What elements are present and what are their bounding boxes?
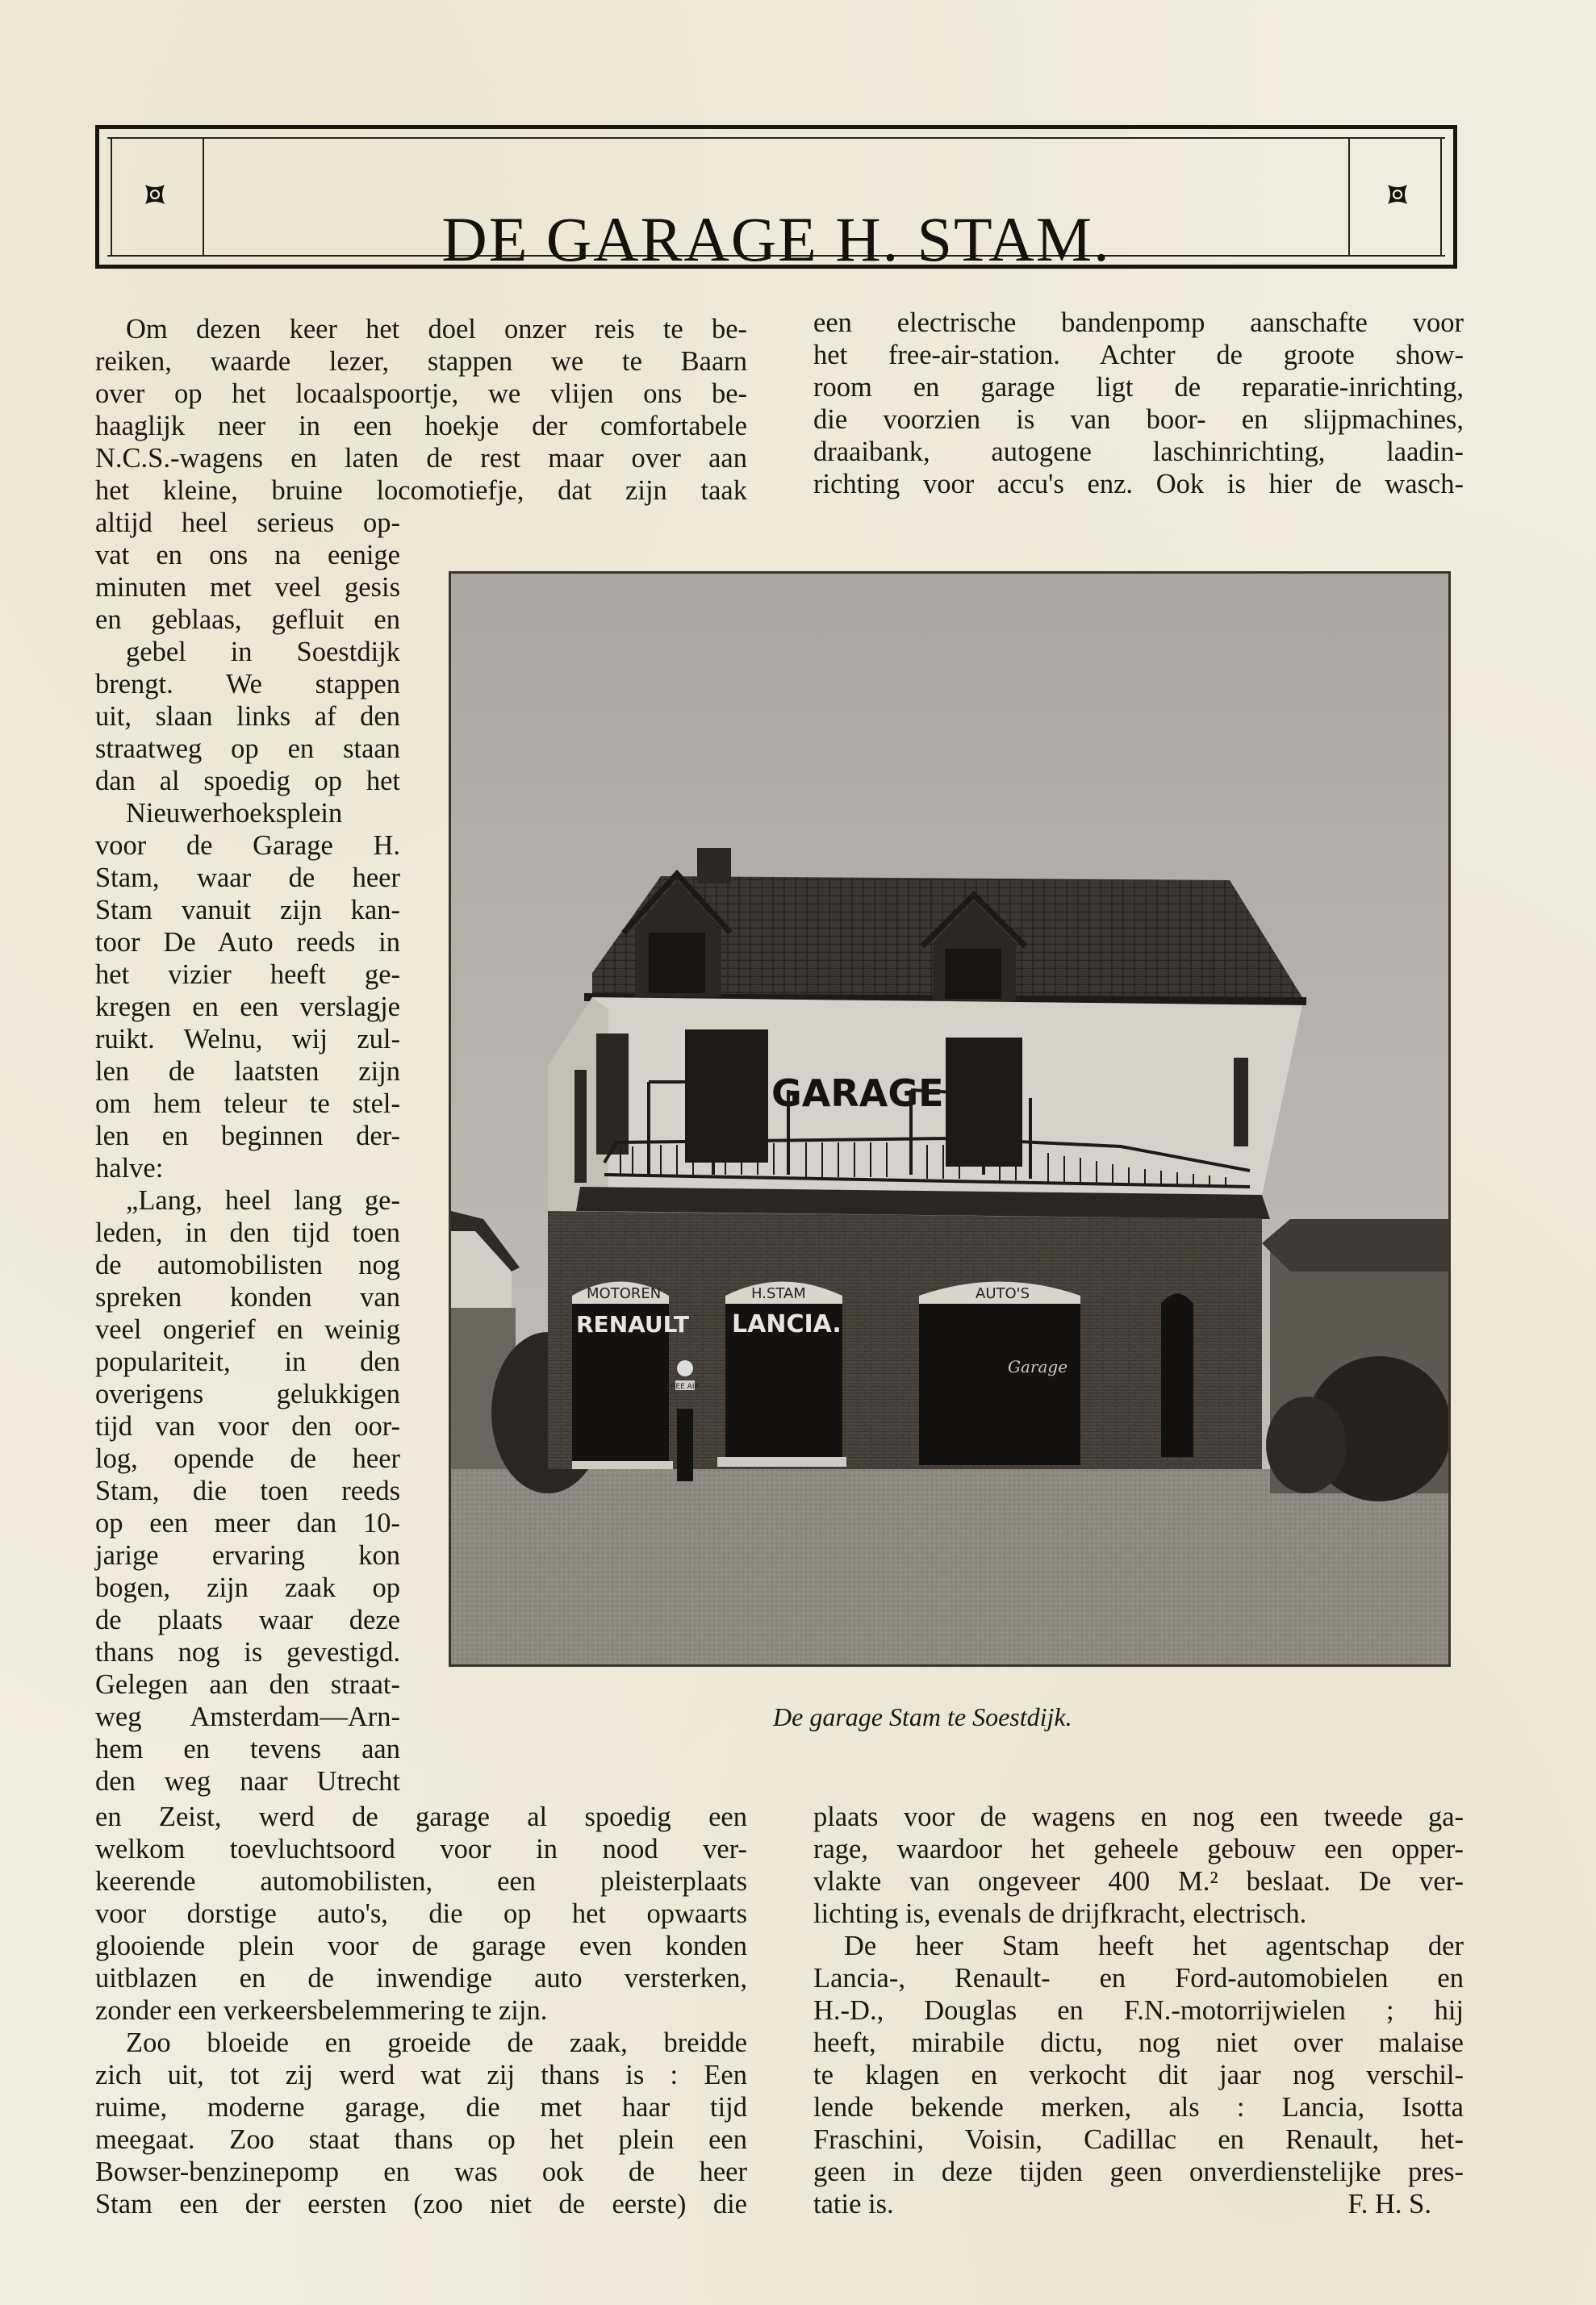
- text-line: het vizier heeft ge-: [95, 959, 400, 990]
- text-line: minuten met veel gesis: [95, 572, 400, 603]
- text-fragment: tatie is.: [813, 2189, 894, 2219]
- text-line: hem en tevens aan: [95, 1734, 400, 1764]
- text-line: lende bekende merken, als : Lancia, Isotta: [813, 2092, 1464, 2123]
- text-line: H.-D., Douglas en F.N.-motorrijwielen ; hij: [813, 1995, 1464, 2026]
- text-line: welkom toevluchtsoord voor in nood ver-: [95, 1834, 747, 1864]
- sign-free-air: FREE AIR: [666, 1383, 700, 1391]
- text-line: room en garage ligt de reparatie-inrichting,: [813, 372, 1464, 403]
- article-column-left-bottom: [95, 1801, 747, 2220]
- sign-lancia: LANCIA.: [732, 1310, 842, 1338]
- text-line: Bowser-benzinepomp en was ook de heer: [95, 2157, 747, 2187]
- text-line: Stam een der eersten (zoo niet de eerste) die: [95, 2189, 747, 2219]
- text-line: tijd van voor den oor-: [95, 1411, 400, 1442]
- text-line: en Zeist, werd de garage al spoedig een: [95, 1802, 747, 1832]
- article-column-right-bottom: [813, 1801, 1464, 2220]
- text-line: Fraschini, Voisin, Cadillac en Renault, het-: [813, 2124, 1464, 2155]
- text-line: uitblazen en de inwendige auto versterken,: [95, 1963, 747, 1994]
- sign-h-stam: H.STAM: [751, 1285, 806, 1302]
- page-title: DE GARAGE H. STAM.: [441, 204, 1111, 275]
- ornament-icon: [144, 184, 165, 205]
- text-line: den weg naar Utrecht: [95, 1766, 400, 1797]
- text-line: Stam, die toen reeds: [95, 1476, 400, 1506]
- text-line: jarige ervaring kon: [95, 1540, 400, 1571]
- text-line-with-signature: [813, 2188, 1464, 2220]
- text-line: zonder een verkeersbelemmering te zijn.: [95, 1995, 548, 2026]
- text-line: bogen, zijn zaak op: [95, 1572, 400, 1603]
- text-line: vat en ons na eenige: [95, 540, 400, 570]
- text-line: uit, slaan links af den: [95, 701, 400, 732]
- text-line: Stam vanuit zijn kan-: [95, 895, 400, 925]
- text-line: Stam, waar de heer: [95, 862, 400, 893]
- text-line: de automobilisten nog: [95, 1250, 400, 1280]
- sign-motoren: MOTOREN: [587, 1285, 662, 1302]
- text-line: Om dezen keer het doel onzer reis te be-: [126, 314, 747, 344]
- text-line: keerende automobilisten, een pleisterplaats: [95, 1866, 747, 1897]
- text-line: spreken konden van: [95, 1282, 400, 1313]
- text-line: plaats voor de wagens en nog een tweede ga-: [813, 1802, 1464, 1832]
- text-line: straatweg op en staan: [95, 733, 400, 764]
- text-line: rage, waardoor het geheele gebouw een opper-: [813, 1834, 1464, 1864]
- text-line: De heer Stam heeft het agentschap der: [844, 1931, 1464, 1961]
- text-line: log, opende de heer: [95, 1443, 400, 1474]
- text-line: reiken, waarde lezer, stappen we te Baarn: [95, 346, 747, 377]
- text-line: overigens gelukkigen: [95, 1379, 400, 1409]
- title-frame: [95, 125, 1457, 275]
- text-line: veel ongerief en weinig: [95, 1314, 400, 1345]
- garage-building-illustration: [451, 574, 1448, 1664]
- text-line: draaibank, autogene laschinrichting, laadin-: [813, 436, 1464, 467]
- text-line: weg Amsterdam—Arn-: [95, 1702, 400, 1732]
- text-line: ruikt. Welnu, wij zul-: [95, 1024, 400, 1054]
- text-line: kregen en een verslagje: [95, 992, 400, 1022]
- text-line: halve:: [95, 1153, 164, 1184]
- sign-renault: RENAULT: [576, 1311, 689, 1338]
- text-line: een electrische bandenpomp aanschafte voor: [813, 307, 1464, 338]
- article-column-left-top: [95, 313, 747, 507]
- text-line: Zoo bloeide en groeide de zaak, breidde: [126, 2027, 747, 2058]
- text-line: brengt. We stappen: [95, 669, 400, 699]
- text-line: leden, in den tijd toen: [95, 1217, 400, 1248]
- text-line: het kleine, bruine locomotiefje, dat zijn taak: [95, 475, 747, 506]
- text-line: toor De Auto reeds in: [95, 927, 400, 958]
- text-line: over op het locaalspoortje, we vlijen ons be-: [95, 378, 747, 409]
- text-line: haaglijk neer in een hoekje der comfortabele: [95, 411, 747, 441]
- text-line: len en beginnen der-: [95, 1121, 400, 1151]
- text-line: Lancia-, Renault- en Ford-automobielen en: [813, 1963, 1464, 1994]
- garage-photo: [449, 571, 1451, 1667]
- text-line: zich uit, tot zij werd wat zij thans is : Een: [95, 2060, 747, 2090]
- text-line: Gelegen aan den straat-: [95, 1669, 400, 1700]
- article-column-narrow: [95, 507, 400, 1798]
- sign-garage-script: Garage: [1008, 1357, 1068, 1376]
- text-line: Nieuwerhoeksplein: [126, 798, 343, 829]
- text-line: populariteit, in den: [95, 1347, 400, 1377]
- text-line: thans nog is gevestigd.: [95, 1637, 400, 1668]
- text-line: N.C.S.-wagens en laten de rest maar over aan: [95, 443, 747, 474]
- text-line: die voorzien is van boor- en slijpmachines,: [813, 404, 1464, 435]
- text-line: richting voor accu's enz. Ook is hier de wasch-: [813, 469, 1464, 499]
- text-line: lichting is, evenals de drijfkracht, electrisch.: [813, 1898, 1307, 1929]
- sign-autos: AUTO'S: [976, 1285, 1030, 1302]
- text-line: altijd heel serieus op-: [95, 507, 400, 538]
- photo-caption: De garage Stam te Soestdijk.: [773, 1702, 1072, 1731]
- article-column-right-top: [813, 307, 1464, 500]
- text-line: gebel in Soestdijk: [126, 637, 400, 667]
- text-line: meegaat. Zoo staat thans op het plein een: [95, 2124, 747, 2155]
- ornament-icon: [1387, 184, 1408, 205]
- text-line: te klagen en verkocht dit jaar nog verschil-: [813, 2060, 1464, 2090]
- text-line: ruime, moderne garage, die met haar tijd: [95, 2092, 747, 2123]
- text-line: heeft, mirabile dictu, nog niet over malaise: [813, 2027, 1464, 2058]
- sign-garage: GARAGE: [771, 1071, 944, 1115]
- text-line: voor de Garage H.: [95, 830, 400, 861]
- text-line: de plaats waar deze: [95, 1605, 400, 1635]
- text-line: len de laatsten zijn: [95, 1056, 400, 1087]
- author-signature: F. H. S.: [1347, 2189, 1431, 2219]
- text-line: het free-air-station. Achter de groote show-: [813, 340, 1464, 370]
- text-line: geen in deze tijden geen onverdienstelijke pres-: [813, 2157, 1464, 2187]
- text-line: op een meer dan 10-: [95, 1508, 400, 1539]
- text-line: om hem teleur te stel-: [95, 1088, 400, 1119]
- text-line: en geblaas, gefluit en: [95, 604, 400, 635]
- text-line: voor dorstige auto's, die op het opwaarts: [95, 1898, 747, 1929]
- text-line: dan al spoedig op het: [95, 766, 400, 796]
- text-line: vlakte van ongeveer 400 M.² beslaat. De ver-: [813, 1866, 1464, 1897]
- text-line: glooiende plein voor de garage even konden: [95, 1931, 747, 1961]
- text-line: „Lang, heel lang ge-: [126, 1185, 400, 1216]
